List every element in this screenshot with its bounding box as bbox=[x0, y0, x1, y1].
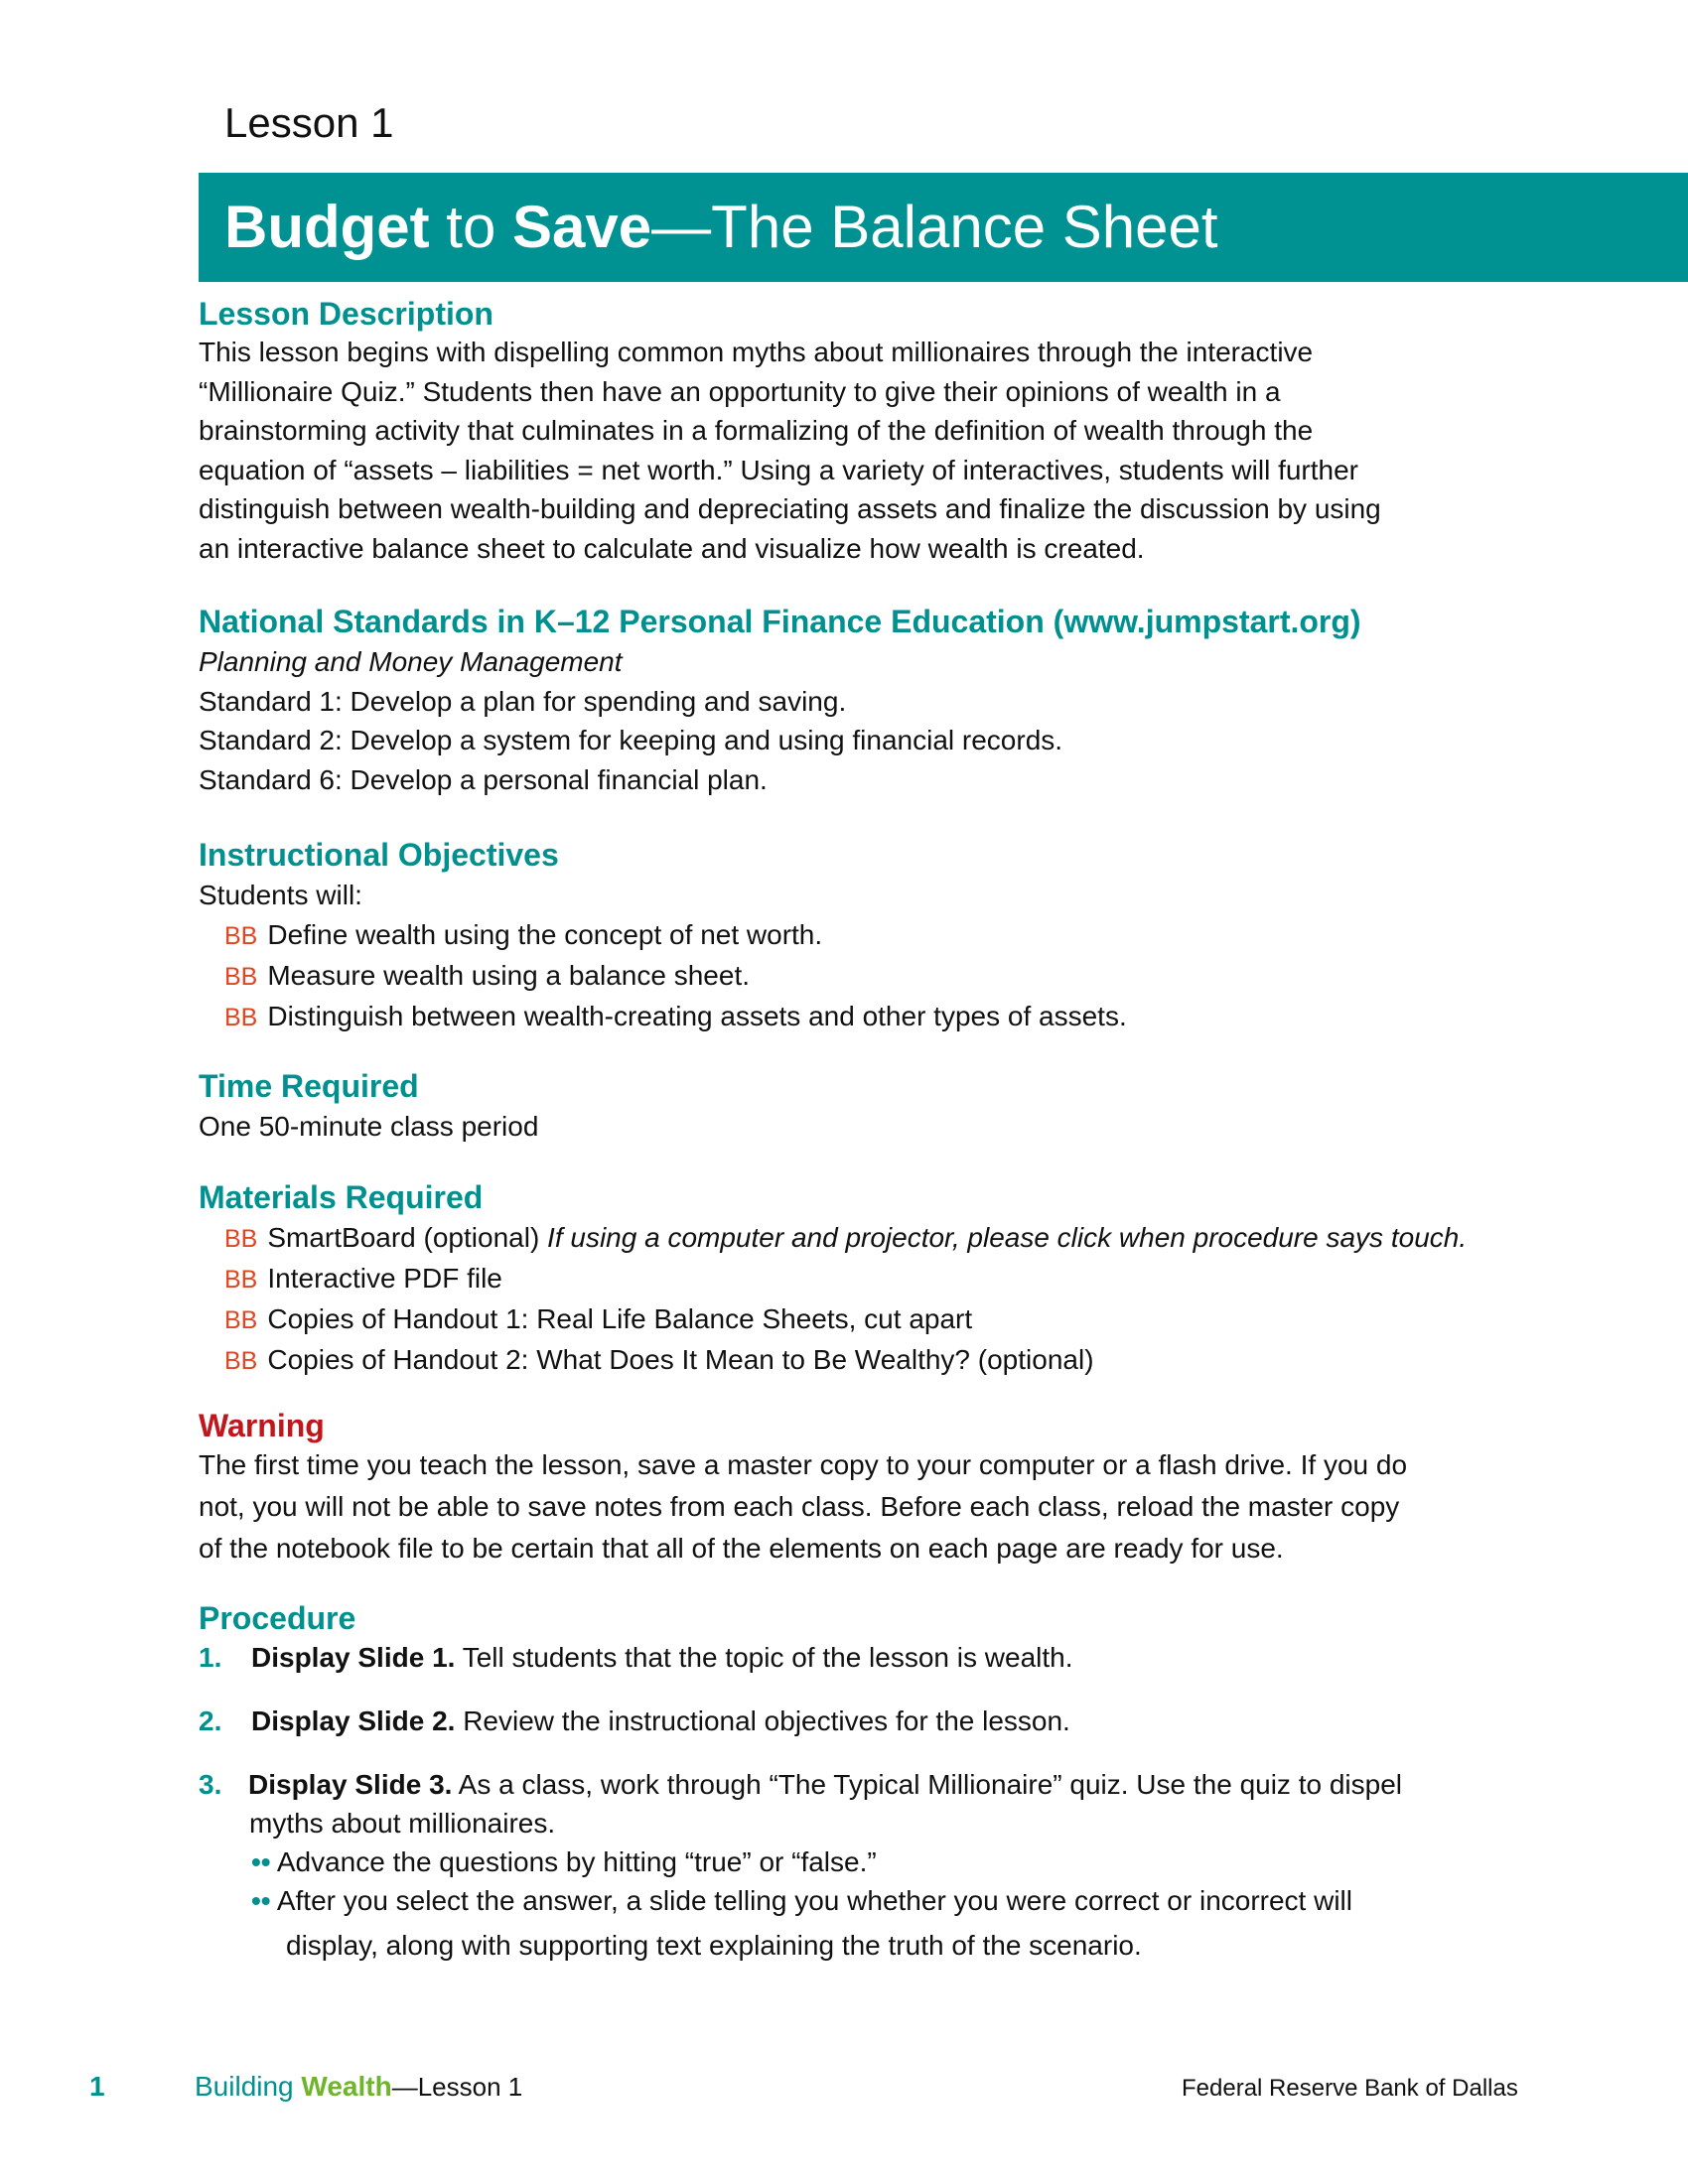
lesson-description-section bbox=[199, 296, 1489, 568]
objectives-heading: Instructional Objectives bbox=[199, 837, 559, 873]
time-text: One 50-minute class period bbox=[199, 1111, 539, 1142]
description-line: brainstorming activity that culminates in a formalizing of the definition of wealth through the bbox=[199, 415, 1314, 446]
standards-subheading: Planning and Money Management bbox=[199, 646, 623, 677]
title-bold-save: Save bbox=[512, 194, 652, 260]
materials-heading: Materials Required bbox=[199, 1179, 484, 1215]
objective-item: BB Measure wealth using a balance sheet. bbox=[224, 959, 750, 991]
procedure-step: 2. Display Slide 2. Review the instructional objectives for the lesson. bbox=[199, 1702, 1489, 1740]
warning-line: The first time you teach the lesson, save a master copy to your computer or a flash drive. If you do bbox=[199, 1449, 1408, 1480]
bullet-icon: BB bbox=[224, 962, 258, 991]
standard-item: Standard 2: Develop a system for keeping and using financial records. bbox=[199, 725, 1063, 755]
lesson-label: Lesson 1 bbox=[224, 99, 394, 146]
description-line: equation of “assets – liabilities = net worth.” Using a variety of interactives, students will further bbox=[199, 454, 1358, 485]
procedure-subitem: •• After you select the answer, a slide telling you whether you were correct or incorrect will bbox=[251, 1885, 1352, 1916]
time-heading: Time Required bbox=[199, 1068, 419, 1104]
bullet-icon: BB bbox=[224, 921, 258, 950]
title-bold-budget: Budget bbox=[224, 194, 430, 260]
material-note: If using a computer and projector, please click when procedure says touch. bbox=[547, 1222, 1468, 1253]
procedure-step: 3. Display Slide 3. As a class, work through “The Typical Millionaire” quiz. Use the quiz to dispel myths about millionaires. •• Advance the questions by hitting “true” or “false.” •• After you select the answer, a slide telling you whether you were correct or incorrect will display, along with supporting text explaining the truth of the scenario. bbox=[199, 1765, 1489, 1965]
procedure-heading: Procedure bbox=[199, 1600, 356, 1636]
warning-line: not, you will not be able to save notes from each class. Before each class, reload the master copy bbox=[199, 1491, 1400, 1522]
title-banner bbox=[199, 173, 1688, 282]
warning-section bbox=[199, 1408, 1489, 1570]
step-number: 1. bbox=[199, 1642, 222, 1673]
footer-publisher: Federal Reserve Bank of Dallas bbox=[1182, 2075, 1518, 2102]
bullet-icon: BB bbox=[224, 1306, 258, 1334]
dot-bullet-icon: •• bbox=[251, 1846, 271, 1877]
footer-wealth: Wealth bbox=[301, 2071, 392, 2102]
warning-heading: Warning bbox=[199, 1408, 325, 1443]
bullet-icon: BB bbox=[224, 1003, 258, 1031]
step-continuation: myths about millionaires. bbox=[249, 1808, 556, 1839]
time-section bbox=[199, 1068, 1489, 1147]
standards-section bbox=[199, 604, 1489, 799]
title-mid: to bbox=[429, 194, 513, 260]
step-number: 3. bbox=[199, 1769, 222, 1800]
bullet-icon: BB bbox=[224, 1225, 258, 1253]
footer-series: Building Wealth—Lesson 1 bbox=[195, 2071, 523, 2102]
objective-item: BB Define wealth using the concept of net worth. bbox=[224, 918, 823, 950]
page-number: 1 bbox=[89, 2071, 105, 2102]
bullet-icon: BB bbox=[224, 1347, 258, 1375]
title-rest: —The Balance Sheet bbox=[651, 194, 1218, 260]
dot-bullet-icon: •• bbox=[251, 1885, 271, 1916]
description-line: “Millionaire Quiz.” Students then have an opportunity to give their opinions of wealth in a bbox=[199, 375, 1281, 407]
step-number: 2. bbox=[199, 1706, 222, 1736]
warning-line: of the notebook file to be certain that all of the elements on each page are ready for use. bbox=[199, 1533, 1284, 1564]
procedure-step: 1. Display Slide 1. Tell students that the topic of the lesson is wealth. bbox=[199, 1638, 1489, 1677]
bullet-icon: BB bbox=[224, 1266, 258, 1294]
procedure-section bbox=[199, 1600, 1489, 1637]
standard-item: Standard 1: Develop a plan for spending and saving. bbox=[199, 685, 847, 717]
objective-item: BB Distinguish between wealth-creating assets and other types of assets. bbox=[224, 1000, 1127, 1031]
description-line: an interactive balance sheet to calculate and visualize how wealth is created. bbox=[199, 532, 1145, 564]
description-line: This lesson begins with dispelling common myths about millionaires through the interactive bbox=[199, 337, 1314, 367]
procedure-subitem: •• Advance the questions by hitting “true” or “false.” bbox=[251, 1846, 877, 1877]
objectives-section bbox=[199, 837, 1489, 1037]
description-line: distinguish between wealth-building and depreciating assets and finalize the discussion by using bbox=[199, 493, 1381, 524]
standard-item: Standard 6: Develop a personal financial plan. bbox=[199, 763, 768, 795]
procedure-subitem-continuation: display, along with supporting text explaining the truth of the scenario. bbox=[286, 1930, 1142, 1961]
materials-section bbox=[199, 1179, 1668, 1381]
objectives-intro: Students will: bbox=[199, 880, 362, 910]
material-item: BB Copies of Handout 1: Real Life Balance Sheets, cut apart bbox=[224, 1303, 973, 1334]
standards-heading: National Standards in K–12 Personal Finance Education (www.jumpstart.org) bbox=[199, 604, 1361, 639]
material-item: BB SmartBoard (optional) If using a computer and projector, please click when procedure says touch. bbox=[224, 1222, 1468, 1253]
lesson-description-heading: Lesson Description bbox=[199, 296, 493, 332]
material-item: BB Interactive PDF file bbox=[224, 1263, 502, 1294]
material-item: BB Copies of Handout 2: What Does It Mean to Be Wealthy? (optional) bbox=[224, 1344, 1094, 1375]
